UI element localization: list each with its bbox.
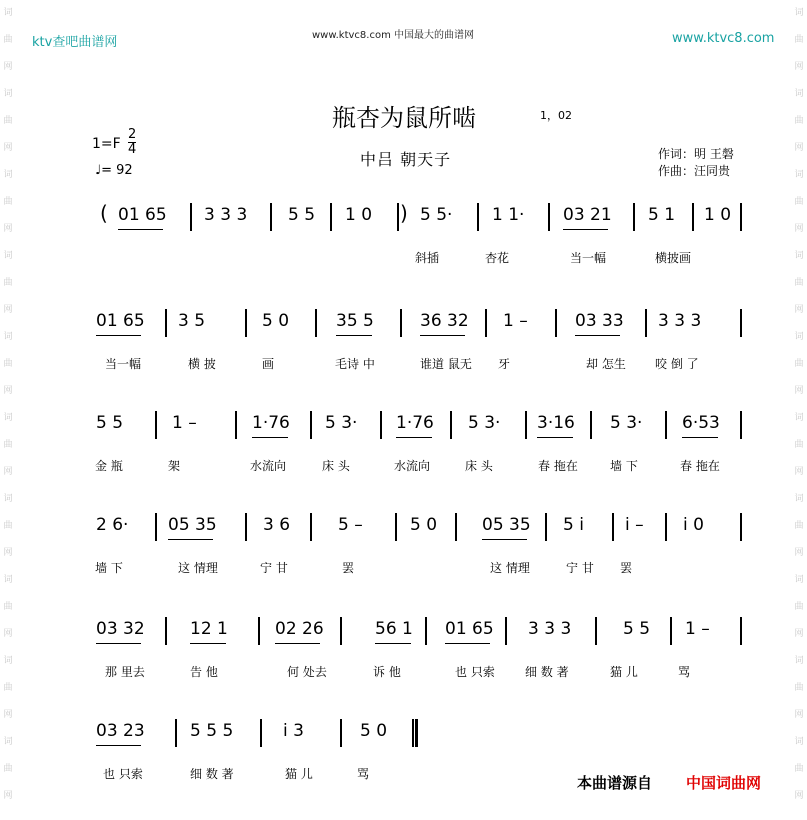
- note-group: i 3: [283, 721, 304, 741]
- lyric: 架: [168, 459, 181, 473]
- note-group: 1 –: [503, 311, 528, 331]
- lyric: 细 数 著: [190, 767, 234, 781]
- note-group: 5 1: [648, 205, 676, 225]
- note-group: 01 65: [96, 311, 145, 331]
- note-group: 1 1·: [492, 205, 525, 225]
- bar-line: [190, 203, 192, 231]
- note-group: 5 i: [563, 515, 584, 535]
- lyric: 诉 他: [373, 665, 401, 679]
- bar-line: [665, 513, 667, 541]
- bar-line: [395, 513, 397, 541]
- source-site-link[interactable]: 中国词曲网: [686, 774, 762, 792]
- lyric: 猫 儿: [285, 767, 313, 781]
- lyric: 横披画: [655, 251, 692, 265]
- beam-underline: [336, 335, 372, 336]
- lyric: 咬 倒 了: [655, 357, 699, 371]
- note-group: 01 65: [445, 619, 494, 639]
- note-group: 3 6: [263, 515, 291, 535]
- side-watermark-right: 词 曲 网 词 曲 网 词 曲 网 词 曲 网 词 曲 网 词 曲 网 词 曲 网 词 曲 网 词 曲 网 词 曲 网: [794, 8, 804, 801]
- bar-line: [340, 617, 342, 645]
- note-group: 1 0: [345, 205, 373, 225]
- bar-line: [245, 309, 247, 337]
- bar-line: [260, 719, 262, 747]
- note-group: 3 5: [178, 311, 206, 331]
- time-signature: [128, 128, 136, 157]
- lyric: 那 里去: [105, 665, 145, 679]
- note-group: 5 3·: [325, 413, 358, 433]
- beam-underline: [537, 437, 573, 438]
- lyric: 谁道 鼠无: [420, 357, 472, 371]
- bar-line: [545, 513, 547, 541]
- lyric: 画: [262, 357, 275, 371]
- lyric: 春 拖在: [538, 459, 578, 473]
- bar-line: [485, 309, 487, 337]
- repeat-paren-open: (: [100, 201, 108, 225]
- note-group: i 0: [683, 515, 704, 535]
- note-group: 5 5·: [420, 205, 453, 225]
- lyric: 金 瓶: [95, 459, 123, 473]
- note-group: 5 0: [262, 311, 290, 331]
- bar-line: [412, 719, 414, 747]
- beam-underline: [252, 437, 288, 438]
- bar-line: [548, 203, 550, 231]
- key-signature: 1=F: [92, 136, 121, 152]
- note-group: 12 1: [190, 619, 228, 639]
- lyric: 床 头: [322, 459, 350, 473]
- bar-line: [740, 617, 742, 645]
- bar-line: [330, 203, 332, 231]
- note-group: 5 –: [338, 515, 363, 535]
- note-group: 01 65: [118, 205, 167, 225]
- lyric: 也 只索: [103, 767, 143, 781]
- lyric: 床 头: [465, 459, 493, 473]
- note-group: 5 0: [410, 515, 438, 535]
- site-banner: www.ktvc8.com 中国最大的曲谱网: [312, 30, 475, 41]
- note-group: 2 6·: [96, 515, 129, 535]
- note-group: 03 33: [575, 311, 624, 331]
- bar-line: [692, 203, 694, 231]
- lyric: 罢: [620, 561, 633, 575]
- bar-line: [380, 411, 382, 439]
- song-date: 1，02: [540, 109, 572, 122]
- beam-underline: [275, 643, 320, 644]
- quarter-note-icon: ♩: [95, 163, 102, 178]
- note-group: 5 0: [360, 721, 388, 741]
- beam-underline: [682, 437, 718, 438]
- beam-underline: [575, 335, 620, 336]
- bar-line: [155, 513, 157, 541]
- lyric: 毛诗 中: [335, 357, 375, 371]
- composer-credit: 作曲：汪同贵: [658, 164, 731, 178]
- site-link-left[interactable]: ktv查吧曲谱网: [32, 35, 118, 50]
- bar-line: [270, 203, 272, 231]
- lyric: 这 情理: [178, 561, 218, 575]
- repeat-paren-close: ): [400, 201, 408, 225]
- note-group: 1·76: [396, 413, 434, 433]
- lyric: 何 处去: [287, 665, 327, 679]
- bar-line: [175, 719, 177, 747]
- beam-underline: [118, 229, 163, 230]
- lyric: 横 披: [188, 357, 216, 371]
- bar-line: [235, 411, 237, 439]
- lyric: 水流向: [394, 459, 431, 473]
- bar-line: [310, 411, 312, 439]
- note-group: 03 23: [96, 721, 145, 741]
- lyric: 也 只索: [455, 665, 495, 679]
- note-group: 3 3 3: [204, 205, 248, 225]
- note-group: 02 26: [275, 619, 324, 639]
- bar-line: [740, 203, 742, 231]
- lyric: 宁 甘: [566, 561, 594, 575]
- bar-line: [165, 617, 167, 645]
- bar-line: [590, 411, 592, 439]
- lyric: 细 数 著: [525, 665, 569, 679]
- note-group: 3 3 3: [528, 619, 572, 639]
- note-group: 03 32: [96, 619, 145, 639]
- bar-line: [645, 309, 647, 337]
- lyric: 牙: [498, 357, 511, 371]
- lyric: 骂: [357, 767, 370, 781]
- lyric: 骂: [678, 665, 691, 679]
- note-group: 1 –: [172, 413, 197, 433]
- beam-underline: [563, 229, 608, 230]
- bar-line: [740, 309, 742, 337]
- note-group: 5 5 5: [190, 721, 234, 741]
- lyric: 斜插: [415, 251, 440, 265]
- bar-line: [397, 203, 399, 231]
- lyric: 罢: [342, 561, 355, 575]
- note-group: 6·53: [682, 413, 720, 433]
- bar-line: [450, 411, 452, 439]
- bar-line: [525, 411, 527, 439]
- bar-line: [633, 203, 635, 231]
- lyric: 春 拖在: [680, 459, 720, 473]
- lyric: 墙 下: [610, 459, 638, 473]
- bar-line: [315, 309, 317, 337]
- lyric: 这 情理: [490, 561, 530, 575]
- lyric: 杏花: [485, 251, 510, 265]
- tempo-marking: [95, 163, 133, 178]
- beam-underline: [375, 643, 411, 644]
- note-group: 05 35: [168, 515, 217, 535]
- song-subtitle: 中吕 朝天子: [360, 150, 452, 169]
- note-group: 35 5: [336, 311, 374, 331]
- beam-underline: [482, 539, 527, 540]
- beam-underline: [96, 643, 141, 644]
- bar-line: [477, 203, 479, 231]
- note-group: 03 21: [563, 205, 612, 225]
- note-group: 5 5: [96, 413, 124, 433]
- beam-underline: [168, 539, 213, 540]
- beam-underline: [190, 643, 226, 644]
- note-group: 3·16: [537, 413, 575, 433]
- lyricist-credit: 作词：明 王磐: [658, 147, 734, 161]
- lyric: 却 怎生: [586, 357, 626, 371]
- bar-line: [165, 309, 167, 337]
- time-signature-top: 2: [128, 127, 137, 142]
- lyric: 猫 儿: [610, 665, 638, 679]
- lyric: 当一幅: [105, 357, 142, 371]
- note-group: 5 5: [623, 619, 651, 639]
- note-group: 5 5: [288, 205, 316, 225]
- note-group: i –: [625, 515, 644, 535]
- note-group: 1·76: [252, 413, 290, 433]
- bar-line: [245, 513, 247, 541]
- bar-line: [400, 309, 402, 337]
- site-link-right[interactable]: www.ktvc8.com: [672, 31, 775, 46]
- bar-line: [310, 513, 312, 541]
- beam-underline: [96, 745, 141, 746]
- tempo-value: = 92: [101, 163, 133, 178]
- beam-underline: [96, 335, 141, 336]
- bar-line: [505, 617, 507, 645]
- note-group: 05 35: [482, 515, 531, 535]
- note-group: 3 3 3: [658, 311, 702, 331]
- bar-line: [612, 513, 614, 541]
- time-signature-bottom: 4: [128, 142, 137, 157]
- bar-line: [740, 513, 742, 541]
- note-group: 56 1: [375, 619, 413, 639]
- bar-line: [595, 617, 597, 645]
- bar-line: [740, 411, 742, 439]
- song-title: 瓶杏为鼠所啮: [332, 104, 476, 132]
- beam-underline: [396, 437, 432, 438]
- lyric: 水流向: [250, 459, 287, 473]
- bar-line: [455, 513, 457, 541]
- lyric: 宁 甘: [260, 561, 288, 575]
- beam-underline: [445, 643, 490, 644]
- note-group: 5 3·: [468, 413, 501, 433]
- lyric: 墙 下: [95, 561, 123, 575]
- note-group: 5 3·: [610, 413, 643, 433]
- bar-line: [425, 617, 427, 645]
- bar-line: [415, 719, 418, 747]
- bar-line: [670, 617, 672, 645]
- note-group: 1 –: [685, 619, 710, 639]
- lyric: 当一幅: [570, 251, 607, 265]
- beam-underline: [420, 335, 465, 336]
- bar-line: [555, 309, 557, 337]
- bar-line: [340, 719, 342, 747]
- lyric: 告 他: [190, 665, 218, 679]
- note-group: 36 32: [420, 311, 469, 331]
- source-label: 本曲谱源自: [577, 774, 653, 792]
- bar-line: [155, 411, 157, 439]
- note-group: 1 0: [704, 205, 732, 225]
- bar-line: [665, 411, 667, 439]
- bar-line: [258, 617, 260, 645]
- side-watermark-left: 词 曲 网 词 曲 网 词 曲 网 词 曲 网 词 曲 网 词 曲 网 词 曲 网 词 曲 网 词 曲 网 词 曲 网: [3, 8, 13, 801]
